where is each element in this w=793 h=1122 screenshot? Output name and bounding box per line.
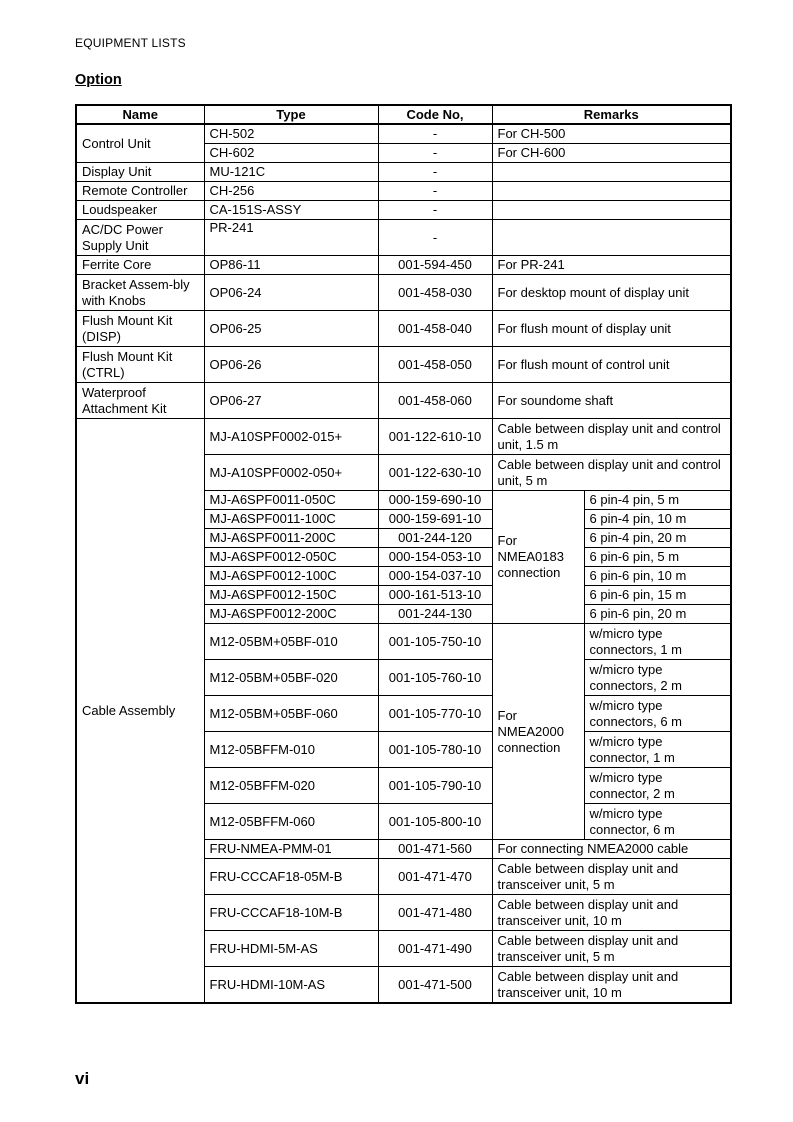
cell-type: FRU-HDMI-5M-AS [204, 931, 378, 967]
table-row [76, 124, 731, 144]
cell-remarks: Cable between display unit and transceiver unit, 10 m [492, 895, 731, 931]
col-header-type: Type [204, 105, 378, 124]
cell-type: MJ-A6SPF0012-150C [204, 586, 378, 605]
cell-code: 000-159-691-10 [378, 510, 492, 529]
cell-detail: 6 pin-4 pin, 5 m [584, 491, 731, 510]
cell-name: Remote Controller [76, 182, 204, 201]
table-row [76, 347, 731, 383]
section-title: Option [75, 72, 122, 88]
cell-name: Bracket Assem-bly with Knobs [76, 275, 204, 311]
cell-type: MJ-A6SPF0011-050C [204, 491, 378, 510]
cell-nmea2000-label: For NMEA2000 connection [492, 624, 584, 840]
col-header-code: Code No, [378, 105, 492, 124]
cell-remarks: Cable between display unit and transceiver unit, 5 m [492, 931, 731, 967]
cell-remarks: Cable between display unit and control unit, 5 m [492, 455, 731, 491]
cell-code: 001-105-790-10 [378, 768, 492, 804]
cell-code: 001-458-030 [378, 275, 492, 311]
table-row [76, 256, 731, 275]
cell-code: 001-105-770-10 [378, 696, 492, 732]
cell-detail: w/micro type connector, 1 m [584, 732, 731, 768]
cell-name: AC/DC Power Supply Unit [76, 220, 204, 256]
cell-type: OP06-27 [204, 383, 378, 419]
cell-type: OP06-25 [204, 311, 378, 347]
page-header: EQUIPMENT LISTS [75, 36, 186, 50]
cell-type: PR-241 [204, 220, 378, 256]
cell-detail: w/micro type connectors, 6 m [584, 696, 731, 732]
cell-remarks: For soundome shaft [492, 383, 731, 419]
cell-type: FRU-NMEA-PMM-01 [204, 840, 378, 859]
table-row [76, 275, 731, 311]
cell-code: 001-594-450 [378, 256, 492, 275]
cell-detail: 6 pin-6 pin, 10 m [584, 567, 731, 586]
cell-detail: 6 pin-6 pin, 20 m [584, 605, 731, 624]
cell-remarks: For CH-600 [492, 144, 731, 163]
cell-remarks [492, 220, 731, 256]
cell-remarks: Cable between display unit and transceiver unit, 5 m [492, 859, 731, 895]
cell-code: 001-244-120 [378, 529, 492, 548]
cell-remarks: For connecting NMEA2000 cable [492, 840, 731, 859]
cell-code: 001-471-470 [378, 859, 492, 895]
cell-code: 001-105-800-10 [378, 804, 492, 840]
cell-code: 000-154-037-10 [378, 567, 492, 586]
cell-type: CH-256 [204, 182, 378, 201]
cell-name: Ferrite Core [76, 256, 204, 275]
cell-code: 001-458-040 [378, 311, 492, 347]
cell-type: MJ-A6SPF0012-050C [204, 548, 378, 567]
cell-code: 001-471-490 [378, 931, 492, 967]
cell-type: MJ-A6SPF0012-100C [204, 567, 378, 586]
cell-code: 001-458-050 [378, 347, 492, 383]
table-row [76, 220, 731, 256]
cell-code: 000-161-513-10 [378, 586, 492, 605]
table-row [76, 163, 731, 182]
cell-type: FRU-CCCAF18-10M-B [204, 895, 378, 931]
cell-remarks: Cable between display unit and control unit, 1.5 m [492, 419, 731, 455]
cell-code: 001-122-610-10 [378, 419, 492, 455]
cell-code: - [378, 220, 492, 256]
cell-name: Loudspeaker [76, 201, 204, 220]
cell-code: 001-471-560 [378, 840, 492, 859]
cell-type: CA-151S-ASSY [204, 201, 378, 220]
cell-type: FRU-HDMI-10M-AS [204, 967, 378, 1004]
cell-code: 001-471-500 [378, 967, 492, 1004]
cell-type: MJ-A6SPF0012-200C [204, 605, 378, 624]
cell-nmea0183-label: For NMEA0183 connection [492, 491, 584, 624]
cell-name: Control Unit [76, 124, 204, 163]
cell-code: - [378, 182, 492, 201]
cell-code: - [378, 163, 492, 182]
cell-type: OP86-11 [204, 256, 378, 275]
cell-detail: w/micro type connectors, 1 m [584, 624, 731, 660]
cell-type: M12-05BFFM-010 [204, 732, 378, 768]
cell-type: MJ-A6SPF0011-200C [204, 529, 378, 548]
table-row [76, 383, 731, 419]
cell-type: M12-05BM+05BF-010 [204, 624, 378, 660]
cell-remarks: For flush mount of display unit [492, 311, 731, 347]
cell-code: 001-105-750-10 [378, 624, 492, 660]
table-row [76, 182, 731, 201]
cell-remarks [492, 163, 731, 182]
cell-detail: w/micro type connectors, 2 m [584, 660, 731, 696]
page-number: vi [75, 1069, 90, 1088]
cell-code: - [378, 144, 492, 163]
cell-type: MJ-A6SPF0011-100C [204, 510, 378, 529]
cell-name: Waterproof Attachment Kit [76, 383, 204, 419]
cell-type: MU-121C [204, 163, 378, 182]
cell-detail: 6 pin-6 pin, 15 m [584, 586, 731, 605]
cell-type: M12-05BM+05BF-020 [204, 660, 378, 696]
cell-detail: w/micro type connector, 2 m [584, 768, 731, 804]
table-row [76, 311, 731, 347]
cell-name: Display Unit [76, 163, 204, 182]
cell-code: 001-471-480 [378, 895, 492, 931]
cell-type: MJ-A10SPF0002-015+ [204, 419, 378, 455]
cell-code: 001-122-630-10 [378, 455, 492, 491]
cell-detail: w/micro type connector, 6 m [584, 804, 731, 840]
cell-type: M12-05BFFM-060 [204, 804, 378, 840]
option-equipment-table [75, 104, 732, 1004]
table-header-row [76, 105, 731, 124]
table-row [76, 419, 731, 455]
cell-remarks: Cable between display unit and transceiver unit, 10 m [492, 967, 731, 1004]
table-row [76, 201, 731, 220]
cell-code: 001-244-130 [378, 605, 492, 624]
cell-type: CH-502 [204, 124, 378, 144]
cell-type: OP06-24 [204, 275, 378, 311]
cell-remarks: For desktop mount of display unit [492, 275, 731, 311]
cell-remarks: For flush mount of control unit [492, 347, 731, 383]
cell-code: 000-154-053-10 [378, 548, 492, 567]
cell-detail: 6 pin-6 pin, 5 m [584, 548, 731, 567]
cell-remarks [492, 182, 731, 201]
cell-code: 001-458-060 [378, 383, 492, 419]
cell-name-cable-assembly: Cable Assembly [76, 419, 204, 1004]
cell-code: - [378, 124, 492, 144]
cell-detail: 6 pin-4 pin, 10 m [584, 510, 731, 529]
cell-code: 000-159-690-10 [378, 491, 492, 510]
cell-type: M12-05BFFM-020 [204, 768, 378, 804]
cell-detail: 6 pin-4 pin, 20 m [584, 529, 731, 548]
cell-type: MJ-A10SPF0002-050+ [204, 455, 378, 491]
cell-type: OP06-26 [204, 347, 378, 383]
cell-remarks: For CH-500 [492, 124, 731, 144]
cell-type: M12-05BM+05BF-060 [204, 696, 378, 732]
cell-remarks: For PR-241 [492, 256, 731, 275]
cell-name: Flush Mount Kit (DISP) [76, 311, 204, 347]
cell-type: FRU-CCCAF18-05M-B [204, 859, 378, 895]
col-header-remarks: Remarks [492, 105, 731, 124]
col-header-name: Name [76, 105, 204, 124]
cell-code: 001-105-760-10 [378, 660, 492, 696]
cell-remarks [492, 201, 731, 220]
cell-name: Flush Mount Kit (CTRL) [76, 347, 204, 383]
cell-type: CH-602 [204, 144, 378, 163]
cell-code: - [378, 201, 492, 220]
cell-code: 001-105-780-10 [378, 732, 492, 768]
